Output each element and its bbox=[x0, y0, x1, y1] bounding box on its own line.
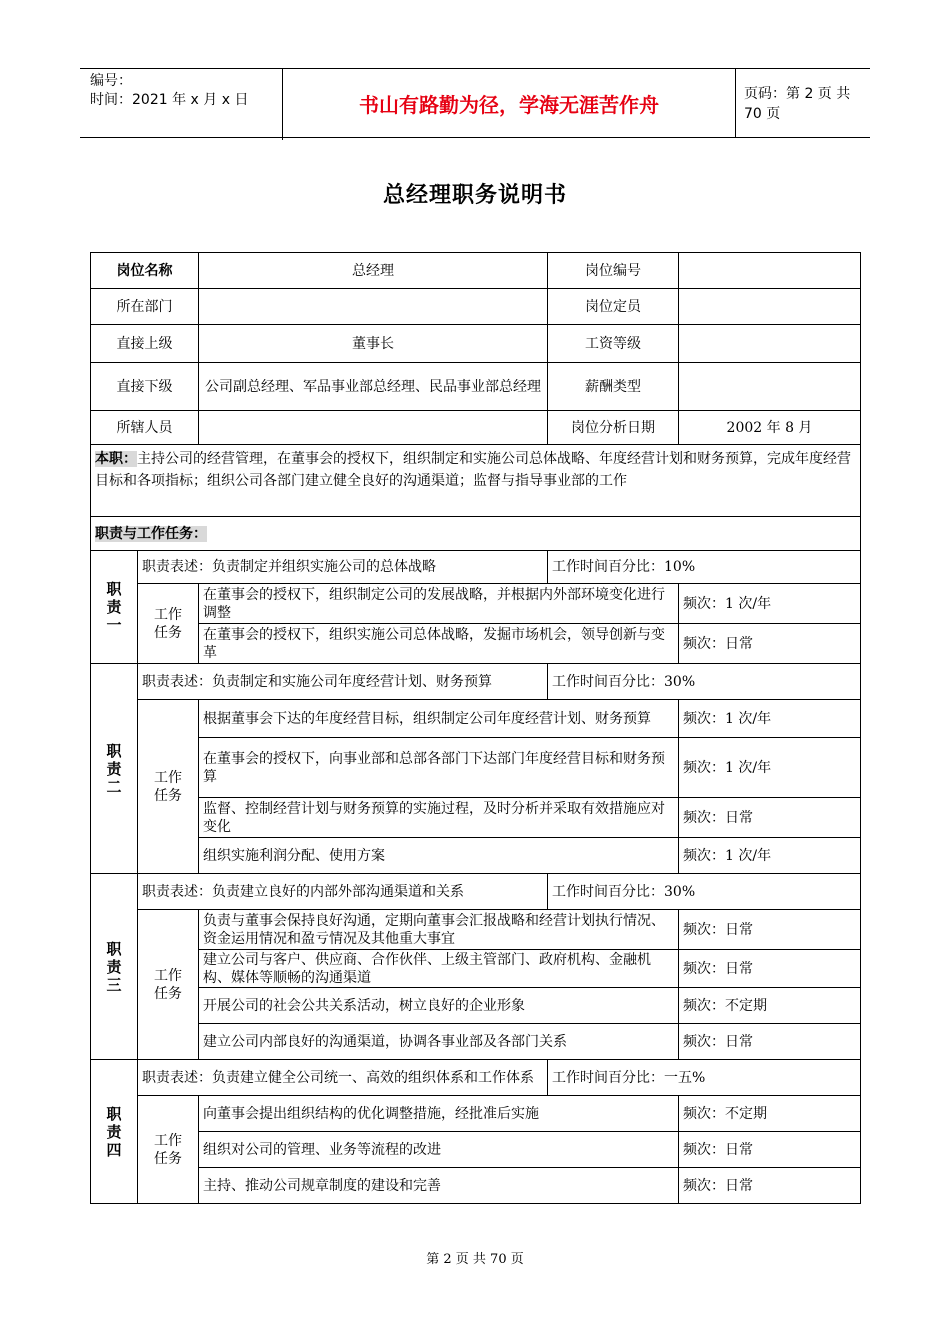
duty-2-task-2: 在董事会的授权下，向事业部和总部各部门下达部门年度经营目标和财务预算 bbox=[199, 738, 679, 798]
summary-text: 主持公司的经营管理，在董事会的授权下，组织制定和实施公司总体战略、年度经营计划和财务预算，完成年度经营目标和各项指标；组织公司各部门建立健全良好的沟通渠道；监督与指导事业部的工作 bbox=[95, 451, 851, 489]
salary-grade-label: 工资等级 bbox=[548, 325, 679, 363]
duty-3-task-1: 负责与董事会保持良好沟通，定期向董事会汇报战略和经营计划执行情况、资金运用情况和盈亏情况及其他重大事宜 bbox=[199, 910, 679, 950]
duty-4-task-2: 组织对公司的管理、业务等流程的改进 bbox=[199, 1132, 679, 1168]
duty-3-task-row bbox=[91, 988, 861, 1024]
superior-value: 董事长 bbox=[199, 325, 548, 363]
header-motto: 书山有路勤为径，学海无涯苦作舟 bbox=[283, 69, 736, 137]
analysis-date-value: 2002 年 8 月 bbox=[679, 411, 861, 445]
duty-4-task-label bbox=[138, 1096, 199, 1204]
row-department bbox=[91, 289, 861, 325]
row-position-name bbox=[91, 253, 861, 289]
duty-3-task-row bbox=[91, 910, 861, 950]
duty-2-label bbox=[91, 664, 138, 874]
duty-1-task-row bbox=[91, 584, 861, 624]
duty-1-task-1: 在董事会的授权下，组织制定公司的发展战略，并根据内外部环境变化进行调整 bbox=[199, 584, 679, 624]
duty-3-task-3: 开展公司的社会公共关系活动，树立良好的企业形象 bbox=[199, 988, 679, 1024]
duty-1-task-2: 在董事会的授权下，组织实施公司总体战略，发掘市场机会，领导创新与变革 bbox=[199, 624, 679, 664]
duties-heading-cell bbox=[91, 517, 861, 551]
duty-1-statement-row bbox=[91, 551, 861, 584]
duty-4-time-pct: 工作时间百分比：一五% bbox=[548, 1060, 861, 1096]
duty-2-task-row bbox=[91, 738, 861, 798]
header-meta bbox=[80, 69, 283, 140]
page-footer: 第 2 页 共 70 页 bbox=[426, 1252, 524, 1267]
duty-3-task-row bbox=[91, 950, 861, 988]
duty-4-task-row bbox=[91, 1096, 861, 1132]
row-summary bbox=[91, 445, 861, 517]
position-name-value: 总经理 bbox=[199, 253, 548, 289]
duty-2-task-label bbox=[138, 700, 199, 874]
duty-4-task-1-freq: 频次：不定期 bbox=[679, 1096, 861, 1132]
duty-3-label-text: 职责三 bbox=[106, 939, 122, 994]
duty-3-task-4: 建立公司内部良好的沟通渠道，协调各事业部及各部门关系 bbox=[199, 1024, 679, 1060]
duty-3-label bbox=[91, 874, 138, 1060]
duty-2-task-label-text: 工作任务 bbox=[154, 769, 182, 804]
duty-1-task-1-freq: 频次：1 次/年 bbox=[679, 584, 861, 624]
duty-2-statement-row bbox=[91, 664, 861, 700]
duty-2-label-text: 职责二 bbox=[106, 741, 122, 796]
duty-2-task-4-freq: 频次：1 次/年 bbox=[679, 838, 861, 874]
time-label: 时间：2021 年 x 月 x 日 bbox=[90, 92, 249, 108]
duty-2-task-2-freq: 频次：1 次/年 bbox=[679, 738, 861, 798]
duty-3-task-label bbox=[138, 910, 199, 1060]
duty-2-task-1: 根据董事会下达的年度经营目标，组织制定公司年度经营计划、财务预算 bbox=[199, 700, 679, 738]
summary-label: 本职： bbox=[95, 451, 137, 467]
duty-3-task-3-freq: 频次：不定期 bbox=[679, 988, 861, 1024]
duty-3-time-pct: 工作时间百分比：30% bbox=[548, 874, 861, 910]
row-subordinate bbox=[91, 363, 861, 411]
subordinate-value: 公司副总经理、军品事业部总经理、民品事业部总经理 bbox=[199, 363, 548, 411]
duty-2-statement: 职责表述：负责制定和实施公司年度经营计划、财务预算 bbox=[138, 664, 548, 700]
code-label: 编号： bbox=[90, 73, 132, 89]
duty-2-task-row bbox=[91, 798, 861, 838]
position-code-label: 岗位编号 bbox=[548, 253, 679, 289]
summary-cell bbox=[91, 445, 861, 517]
duty-4-label-text: 职责四 bbox=[106, 1104, 122, 1159]
duty-3-task-4-freq: 频次：日常 bbox=[679, 1024, 861, 1060]
document-title: 总经理职务说明书 bbox=[382, 183, 567, 208]
duty-4-task-2-freq: 频次：日常 bbox=[679, 1132, 861, 1168]
staff-label: 所辖人员 bbox=[91, 411, 199, 445]
duty-3-task-1-freq: 频次：日常 bbox=[679, 910, 861, 950]
duty-2-time-pct: 工作时间百分比：30% bbox=[548, 664, 861, 700]
duty-1-task-label bbox=[138, 584, 199, 664]
duty-3-statement: 职责表述：负责建立良好的内部外部沟通渠道和关系 bbox=[138, 874, 548, 910]
duty-1-statement: 职责表述：负责制定并组织实施公司的总体战略 bbox=[138, 551, 548, 584]
duty-4-statement-row bbox=[91, 1060, 861, 1096]
duty-4-task-row bbox=[91, 1168, 861, 1204]
position-code-value bbox=[679, 253, 861, 289]
salary-grade-value bbox=[679, 325, 861, 363]
duty-2-task-1-freq: 频次：1 次/年 bbox=[679, 700, 861, 738]
headcount-value bbox=[679, 289, 861, 325]
page-header bbox=[80, 68, 870, 138]
row-superior bbox=[91, 325, 861, 363]
staff-value bbox=[199, 411, 548, 445]
pay-type-label: 薪酬类型 bbox=[548, 363, 679, 411]
position-name-label: 岗位名称 bbox=[91, 253, 199, 289]
duty-4-task-3: 主持、推动公司规章制度的建设和完善 bbox=[199, 1168, 679, 1204]
analysis-date-label: 岗位分析日期 bbox=[548, 411, 679, 445]
duty-4-task-3-freq: 频次：日常 bbox=[679, 1168, 861, 1204]
duty-3-statement-row bbox=[91, 874, 861, 910]
department-value bbox=[199, 289, 548, 325]
duty-3-task-label-text: 工作任务 bbox=[154, 967, 182, 1002]
duty-1-label-text: 职责一 bbox=[106, 580, 122, 634]
duty-1-task-2-freq: 频次：日常 bbox=[679, 624, 861, 664]
duties-heading: 职责与工作任务： bbox=[95, 525, 207, 542]
duty-4-task-row bbox=[91, 1132, 861, 1168]
duty-3-task-2: 建立公司与客户、供应商、合作伙伴、上级主管部门、政府机构、金融机构、媒体等顺畅的沟通渠道 bbox=[199, 950, 679, 988]
row-staff bbox=[91, 411, 861, 445]
row-duties-heading bbox=[91, 517, 861, 551]
duty-1-label bbox=[91, 551, 138, 664]
duty-1-task-label-text: 工作任务 bbox=[154, 606, 182, 641]
pay-type-value bbox=[679, 363, 861, 411]
duty-1-task-row bbox=[91, 624, 861, 664]
duty-3-task-2-freq: 频次：日常 bbox=[679, 950, 861, 988]
duty-4-label bbox=[91, 1060, 138, 1204]
duty-2-task-3-freq: 频次：日常 bbox=[679, 798, 861, 838]
duty-1-time-pct: 工作时间百分比：10% bbox=[548, 551, 861, 584]
header-page-info: 页码：第 2 页 共 70 页 bbox=[744, 86, 851, 122]
duty-2-task-3: 监督、控制经营计划与财务预算的实施过程，及时分析并采取有效措施应对变化 bbox=[199, 798, 679, 838]
duty-2-task-4: 组织实施利润分配、使用方案 bbox=[199, 838, 679, 874]
duty-2-task-row bbox=[91, 700, 861, 738]
duty-4-task-label-text: 工作任务 bbox=[154, 1132, 182, 1167]
subordinate-label: 直接下级 bbox=[91, 363, 199, 411]
duty-3-task-row bbox=[91, 1024, 861, 1060]
headcount-label: 岗位定员 bbox=[548, 289, 679, 325]
duty-4-task-1: 向董事会提出组织结构的优化调整措施，经批准后实施 bbox=[199, 1096, 679, 1132]
duty-2-task-row bbox=[91, 838, 861, 874]
department-label: 所在部门 bbox=[91, 289, 199, 325]
superior-label: 直接上级 bbox=[91, 325, 199, 363]
duty-4-statement: 职责表述：负责建立健全公司统一、高效的组织体系和工作体系 bbox=[138, 1060, 548, 1096]
job-description-table bbox=[90, 252, 861, 1204]
